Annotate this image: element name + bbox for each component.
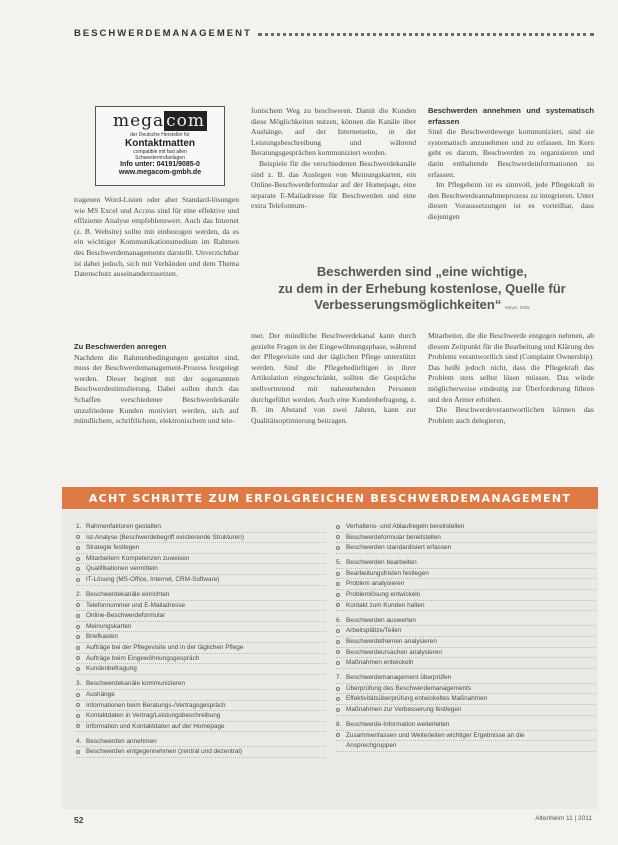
step-item-text: Aushänge xyxy=(86,690,115,698)
body-text: Im Pflegeheim ist es sinnvoll, jede Pflegekraft in den Beschwerdeannahmeprozess zu integrieren. Unter diesen Voraussetzungen ist es vorteilbar, dass diejenigen xyxy=(428,180,594,221)
body-text: mer. Der mündliche Beschwerdekanal kann durch gezielte Fragen in der Eingewöhnungsphase, während der Pflegevisite und der täglichen Pflege unterstützt werden. Sind die Pflegebedürftigen in ihrer Artikulation eingeschränkt, sollten die Gespräche stellvertretend mit nahestehenden Personen durchgeführt werden. Auch eine Kundenbefragung, z. B. im Abstand von zwei Jahren, kann zur Qualitätsoptimierung beitragen. xyxy=(251,331,416,425)
step-item xyxy=(76,654,326,665)
step-number: 8. xyxy=(336,721,342,729)
step-heading xyxy=(76,590,326,601)
circle-bullet-icon xyxy=(76,643,86,653)
step-item xyxy=(76,533,326,544)
step-item-text: Beschwerden entgegennehmen (zentral und dezentral) xyxy=(86,748,242,756)
step-section xyxy=(76,522,326,586)
step-item-text: Überprüfung des Beschwerdemanagements xyxy=(346,684,472,692)
circle-bullet-icon xyxy=(76,533,86,543)
circle-bullet-icon xyxy=(336,626,346,636)
step-number: 4. xyxy=(76,737,82,745)
step-item-text: Online-Beschwerdeformular xyxy=(86,612,166,620)
circle-bullet-icon xyxy=(336,579,346,589)
step-item-text: Informationen beim Beratungs-/Vertragsgespräch xyxy=(86,701,226,709)
circle-bullet-icon xyxy=(336,658,346,668)
circle-bullet-icon xyxy=(336,648,346,658)
step-item xyxy=(76,690,326,701)
step-item xyxy=(76,601,326,612)
step-item-text: Beschwerdeursachen analysieren xyxy=(346,648,442,656)
circle-bullet-icon xyxy=(76,654,86,664)
step-item xyxy=(76,543,326,554)
column-2-bottom xyxy=(251,331,416,426)
step-item xyxy=(336,522,596,533)
ad-logo: mega com xyxy=(112,111,206,131)
step-item xyxy=(336,731,596,742)
column-3-top xyxy=(428,106,594,223)
step-item xyxy=(336,569,596,580)
step-section xyxy=(336,558,596,611)
step-item-text: Effektivitätsüberprüfung entwickeltes Maßnahmen xyxy=(346,695,488,703)
step-item-text: Mitarbeitern Kompetenzen zuweisen xyxy=(86,554,190,562)
circle-bullet-icon xyxy=(76,690,86,700)
magazine-issue: Altenheim 11 | 2011 xyxy=(535,815,592,822)
infobox-title: ACHT SCHRITTE ZUM ERFOLGREICHEN BESCHWERDEMANAGEMENT xyxy=(62,487,598,509)
step-title: Beschwerdemanagement überprüfen xyxy=(346,674,452,682)
step-number: 2. xyxy=(76,591,82,599)
step-item xyxy=(336,684,596,695)
circle-bullet-icon xyxy=(76,622,86,632)
step-item xyxy=(336,705,596,716)
advertisement[interactable] xyxy=(95,106,225,186)
step-item xyxy=(76,554,326,565)
step-item xyxy=(76,747,326,758)
step-number: 6. xyxy=(336,616,342,624)
circle-bullet-icon xyxy=(336,705,346,715)
step-item xyxy=(336,741,596,752)
step-item xyxy=(76,722,326,733)
circle-bullet-icon xyxy=(76,601,86,611)
circle-bullet-icon xyxy=(336,637,346,647)
column-1-bottom xyxy=(74,342,239,427)
body-text: fonischem Weg zu beschweren. Damit die Kunden diese Möglichkeiten nutzen, können die Kanäle über Aushänge, auf der Internetseite, in der Leistungsbeschreibung und während Beratungsgesprächen kommuniziert werden. xyxy=(251,106,416,158)
step-item-text: Bearbeitungsfristen festlegen xyxy=(346,569,429,577)
step-section xyxy=(76,590,326,675)
header-dotted-rule xyxy=(258,33,594,36)
step-item-text: Telefonnummer und E-Mailadresse xyxy=(86,601,186,609)
circle-bullet-icon xyxy=(336,569,346,579)
step-item xyxy=(336,590,596,601)
step-title: Beschwerde-Information weiterleiten xyxy=(346,721,450,729)
body-text: Mitarbeiter, die die Beschwerde entgegen nehmen, ab diesem Zeitpunkt für die Bearbeitung und Klärung des Problems verantwortlich sind (Complaint Ownership). Das heißt jedoch nicht, dass die Pflegekraft das Problem stets selbst lösen müssen. Das würde möglicherweise eindeutig zur Überforderung führen und den Ärmer erhöhen. xyxy=(428,331,594,404)
step-item-text: Problem analysieren xyxy=(346,580,405,588)
column-3-bottom xyxy=(428,331,594,426)
circle-bullet-icon xyxy=(76,722,86,732)
step-heading xyxy=(336,558,596,569)
subheading: Beschwerden annehmen und systematisch erfassen xyxy=(428,106,594,126)
step-section xyxy=(336,673,596,715)
step-number: 3. xyxy=(76,680,82,688)
step-item-text: Maßnahmen entwickeln xyxy=(346,659,414,667)
step-item xyxy=(76,664,326,675)
ad-line-3: Schwesternrufanlagen xyxy=(135,155,185,161)
step-item xyxy=(76,711,326,722)
circle-bullet-icon xyxy=(76,701,86,711)
circle-bullet-icon xyxy=(76,711,86,721)
circle-bullet-icon xyxy=(76,575,86,585)
body-text: Beispiele für die verschiedenen Beschwerdekanäle sind z. B. das Auslegen von Meinungskarten, ein Online-Beschwerdeformular auf der Homepage, eine separate E-Mailadresse für Beschwerden und eine extra Telefonnum- xyxy=(251,158,416,211)
circle-bullet-icon xyxy=(76,664,86,674)
step-item-text: Maßnahmen zur Verbesserung festlegen xyxy=(346,706,462,713)
step-number: 7. xyxy=(336,674,342,682)
step-section xyxy=(76,679,326,732)
step-heading xyxy=(76,679,326,690)
step-item xyxy=(76,611,326,622)
circle-bullet-icon xyxy=(336,694,346,704)
step-title: Beschwerdekanäle einrichten xyxy=(86,591,170,599)
step-item-text: Qualifikationen vermitteln xyxy=(86,565,158,573)
step-title: Rahmenfaktoren gestalten xyxy=(86,523,161,530)
circle-bullet-icon xyxy=(76,611,86,621)
step-title: Beschwerden annehmen xyxy=(86,737,157,745)
step-item xyxy=(336,637,596,648)
ad-headline: Kontaktmatten xyxy=(124,138,195,149)
step-item xyxy=(336,626,596,637)
quote-source: Meyer, 2005 xyxy=(504,305,530,310)
step-item xyxy=(336,579,596,590)
step-item xyxy=(336,694,596,705)
circle-bullet-icon xyxy=(336,684,346,694)
step-item-text: Beschwerdeformular bereitstellen xyxy=(346,533,441,541)
step-heading xyxy=(336,616,596,627)
step-item-text: IT-Lösung (MS-Office, Internet, CRM-Software) xyxy=(86,575,220,583)
page-header xyxy=(74,26,594,40)
infobox-right-column xyxy=(336,522,596,756)
step-item-text: Meinungskarten xyxy=(86,622,132,630)
step-item-text: Ist-Analyse (Beschwerdebegriff existierende Strukturen) xyxy=(86,533,244,541)
step-number: 5. xyxy=(336,559,342,567)
circle-bullet-icon xyxy=(336,543,346,553)
steps-infobox xyxy=(62,487,598,809)
step-item xyxy=(76,701,326,712)
step-item xyxy=(336,543,596,554)
step-heading xyxy=(336,673,596,684)
circle-bullet-icon xyxy=(336,590,346,600)
step-item-text: Information und Kontaktdaten auf der Homepage xyxy=(86,722,225,730)
circle-bullet-icon xyxy=(336,601,346,611)
section-title: BESCHWERDEMANAGEMENT xyxy=(74,27,252,39)
step-item-text: Beschwerdethemen analysieren xyxy=(346,637,437,645)
step-item xyxy=(76,632,326,643)
step-heading xyxy=(76,522,326,533)
step-item-text: Beschwerden standardisiert erfassen xyxy=(346,544,452,552)
step-item-text: Ansprechgruppen xyxy=(346,742,397,750)
ad-phone: Info unter: 04191/9085-0 xyxy=(120,161,200,168)
circle-bullet-icon xyxy=(336,533,346,543)
step-item xyxy=(76,622,326,633)
step-title: Beschwerden auswerten xyxy=(346,616,416,624)
circle-bullet-icon xyxy=(76,554,86,564)
circle-bullet-icon xyxy=(76,747,86,757)
step-item xyxy=(76,575,326,586)
step-title: Beschwerdekanäle kommunizieren xyxy=(86,680,186,688)
ad-tagline: der Deutsche Hersteller für xyxy=(130,132,190,138)
body-text: Sind die Beschwerdewege kommuniziert, sind sie systematisch anzunehmen und zu erfassen. Im Kern geht es darum, Beschwerden zu organisieren und darin enthaltende Beschwerdeinformationen zu erfassen. xyxy=(428,127,594,179)
step-section xyxy=(336,616,596,669)
step-item-text: Kontaktdaten in Vertrag/Leistungsbeschreibung xyxy=(86,712,221,720)
step-section xyxy=(336,522,596,554)
step-item xyxy=(336,658,596,669)
circle-bullet-icon xyxy=(336,522,346,532)
subheading: Zu Beschwerden anregen xyxy=(74,342,167,351)
step-item xyxy=(336,533,596,544)
step-item xyxy=(336,648,596,659)
step-item xyxy=(76,564,326,575)
column-1-top xyxy=(74,195,239,280)
ad-website[interactable]: www.megacom-gmbh.de xyxy=(118,169,202,176)
ad-line-2: compatible mit fast allen xyxy=(133,149,187,155)
circle-bullet-icon xyxy=(76,564,86,574)
step-item-text: Kontakt zum Kunden halten xyxy=(346,601,425,609)
body-text: Nachdem die Rahmenbedingungen gestaltet sind, muss der Beschwerdemanagement-Prozess festgelegt werden. Dieser beginnt mit der sogenannten Beschwerdestimulierung. Dabei sollen durch das Schaffen verschiedener Beschwerdekanäle unzufriedene Kunden motiviert werden, sich auf mündlichem, schriftlichem, elektronischem und tele- xyxy=(74,352,239,426)
step-heading xyxy=(76,737,326,748)
step-item-text: Aufträge beim Eingewöhnungsgespräch xyxy=(86,654,200,662)
circle-bullet-icon xyxy=(76,543,86,553)
step-item-text: Strategie festlegen xyxy=(86,544,140,552)
body-text: tragenen Word-Listen oder aber Standard-lösungen wie MS Excel und Access sind für eine effektive und effiziente Analyse empfehlenswert. Auch das Internet (z. B. Website) sollte mit einbezogen werden, da es ein wichtiger Kommunikationsmedium im Rahmen des Beschwerdemanagements darstellt. Unverzichtbar ist dabei jedoch, sich mit Verbänden und dem Thema Datenschutz auseinanderzusetzen. xyxy=(74,195,239,279)
step-section xyxy=(76,737,326,758)
step-item-text: Verhaltens- und Ablaufregeln bereitstellen xyxy=(346,523,465,530)
infobox-left-column xyxy=(76,522,326,762)
step-heading xyxy=(336,720,596,731)
column-2-top xyxy=(251,106,416,212)
step-section xyxy=(336,720,596,752)
step-item-text: Problemlösung entwickeln xyxy=(346,591,421,599)
page-number: 52 xyxy=(74,815,84,825)
step-number: 1. xyxy=(76,523,82,530)
step-title: Beschwerden bearbeiten xyxy=(346,559,417,567)
step-item-text: Zusammenfassen und Weiterleiten wichtiger Ergebnisse an die xyxy=(346,731,525,739)
step-item xyxy=(336,601,596,612)
step-item-text: Arbeitsplätze/Teilen xyxy=(346,627,402,635)
step-item-text: Aufträge bei der Pflegevisite und in der täglichen Pflege xyxy=(86,644,244,652)
step-item-text: Briefkasten xyxy=(86,633,118,641)
step-item xyxy=(76,643,326,654)
pull-quote: Beschwerden sind „eine wichtige, zu dem in der Erhebung kostenlose, Quelle für Verbesserungsmöglichkeiten“ Meyer, 2005 xyxy=(278,264,566,312)
body-text: Die Beschwerdeverantwortlichen können das Problem auch delegieren, xyxy=(428,405,594,425)
circle-bullet-icon xyxy=(76,632,86,642)
circle-bullet-icon xyxy=(336,731,346,741)
step-item-text: Kundenbefragung xyxy=(86,665,137,673)
